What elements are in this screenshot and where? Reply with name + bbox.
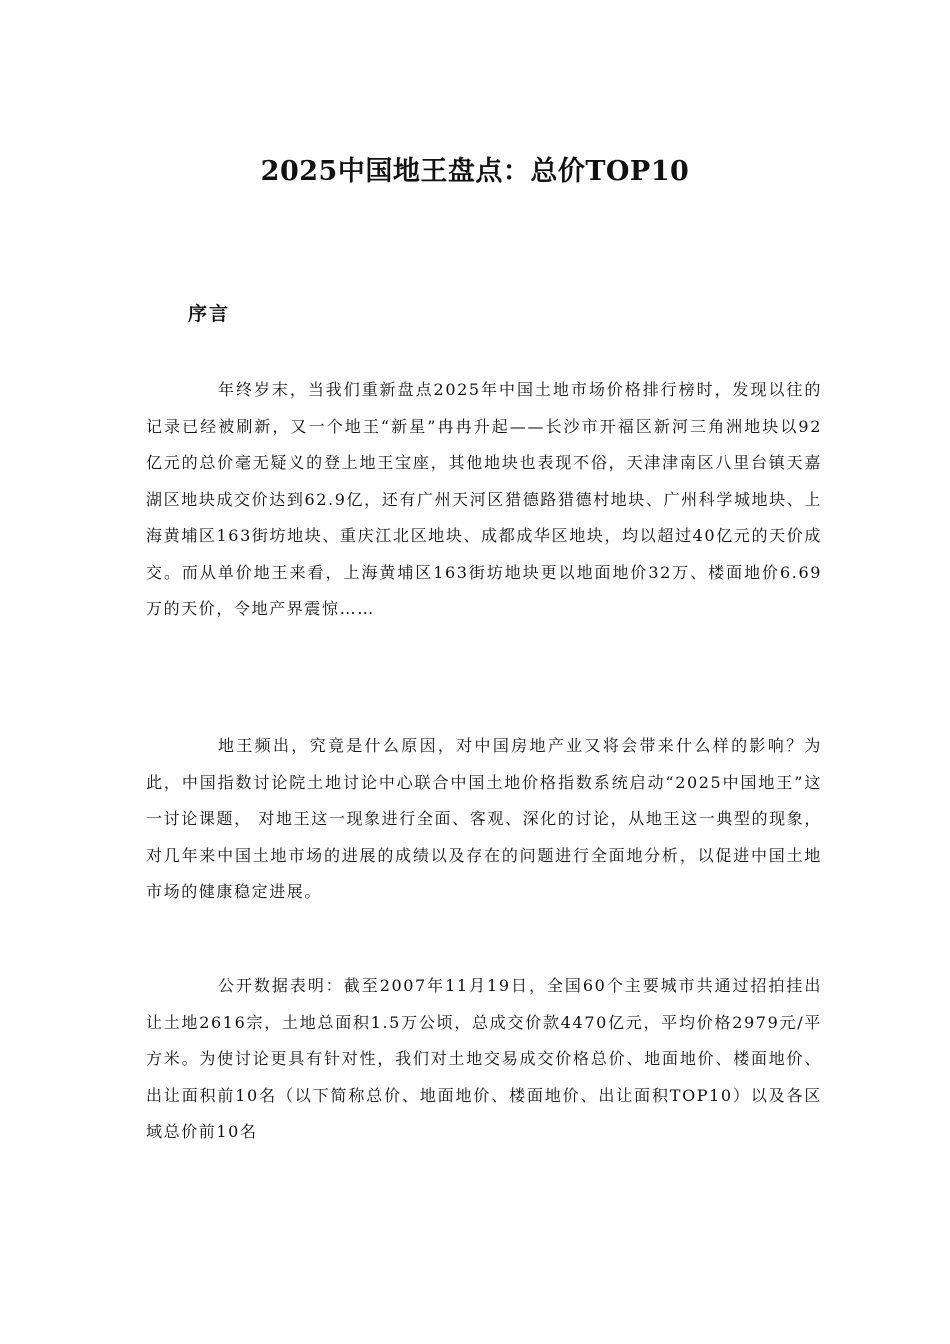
body-paragraph-2: 地王频出，究竟是什么原因，对中国房地产业又将会带来什么样的影响？为此，中国指数讨论院土地讨论中心联合中国土地价格指数系统启动“2025中国地王”这一讨论课题， 对地王这一现象进行全面、客观、深化的讨论，从地王这一典型的现象，对几年来中国土地市场的进展的成绩以及存在的问题进行全面地分析，以促进中国土地市场的健康稳定进展。 — [146, 736, 822, 901]
body-paragraph-3: 公开数据表明：截至2007年11月19日，全国60个主要城市共通过招拍挂出让土地2616宗，土地总面积1.5万公顷，总成交价款4470亿元，平均价格2979元/平方米。为使讨论更具有针对性，我们对土地交易成交价格总价、地面地价、楼面地价、出让面积前10名（以下简称总价、地面地价、楼面地价、出让面积TOP10）以及各区域总价前10名 — [146, 976, 822, 1141]
section-heading-preface: 序言 — [188, 303, 231, 325]
document-title: 2025中国地王盘点：总价TOP10 — [260, 156, 690, 187]
body-paragraph-1: 年终岁末，当我们重新盘点2025年中国土地市场价格排行榜时，发现以往的记录已经被刷新，又一个地王“新星”冉冉升起——长沙市开福区新河三角洲地块以92亿元的总价毫无疑义的登上地王宝座，其他地块也表现不俗，天津津南区八里台镇天嘉湖区地块成交价达到62.9亿，还有广州天河区猎德路猎德村地块、广州科学城地块、上海黄埔区163街坊地块、重庆江北区地块、成都成华区地块，均以超过40亿元的天价成交。而从单价地王来看，上海黄埔区163街坊地块更以地面地价32万、楼面地价6.69万的天价，令地产界震惊…… — [146, 380, 822, 618]
